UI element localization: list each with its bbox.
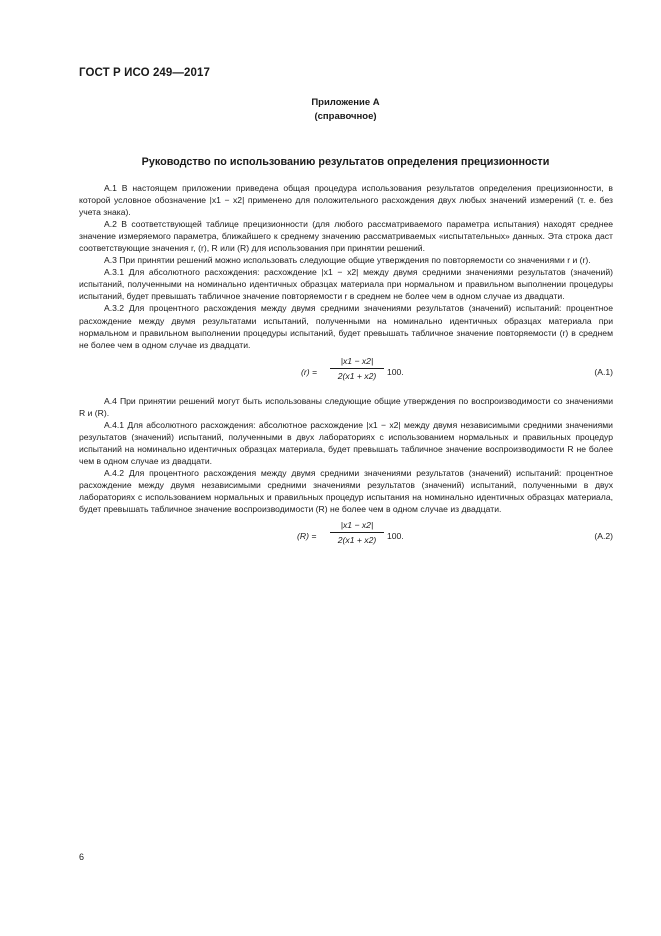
paragraph-a1: А.1 В настоящем приложении приведена общая процедура использования результатов определения прецизионности, в которой условное обозначение |x1 − x2| применено для положительного расхождения двух любых значений измерений (т. е. без учета знака). (79, 183, 613, 218)
paragraph-a3-2: А.3.2 Для процентного расхождения между двумя средними значениями результатов (значений) испытаний: процентное расхождение между двумя результатами испытаний, полученными на номинально идентичных образцах материала при нормальном и правильном выполнении процедуры испытаний, будет превышать табличное значение повторяемости (r) в среднем не более чем в одном случае из двадцати. (79, 303, 613, 350)
formula-a1-factor: 100. (387, 366, 404, 377)
formula-a2-fraction (330, 519, 384, 546)
paragraph-a3-1: А.3.1 Для абсолютного расхождения: расхождение |x1 − x2| между двумя средними значениями результатов (значений) испытаний, полученными на номинально идентичных образцах материала при нормальном и правильном выполнении процедуры испытаний, будет превышать табличное значение повторяемости r в среднем не более чем в одном случае из двадцати. (79, 267, 613, 302)
formula-a2-numerator: |x1 − x2| (330, 519, 384, 533)
paragraph-a2: А.2 В соответствующей таблице прецизионности (для любого рассматриваемого параметра испытания) находят среднее значение измеряемого параметра, ближайшего к среднему значению рассматриваемых «испытательных» данных. Эта строка даст соответствующие значения r, (r), R или (R) для использования при принятии решений. (79, 219, 613, 254)
paragraph-a4-2: А.4.2 Для процентного расхождения между двумя средними значениями результатов (значений) испытаний: процентное расхождение между двумя независимыми средними значениями результатов (значений) испытаний, полученными в двух лабораториях с использованием нормальных и правильных процедур испытания на номинально идентичных образцах материала, будет превышать табличное значение воспроизводимости (R) не более чем в одном случае из двадцати. (79, 467, 613, 515)
annex-body (79, 182, 613, 559)
formula-a1-lhs: (r) = (301, 366, 317, 377)
formula-a1-denominator: 2(x1 + x2) (337, 370, 377, 381)
formula-a2-lhs: (R) = (297, 531, 317, 542)
formula-a1-fraction (330, 355, 384, 382)
annex-heading (79, 96, 612, 124)
formula-a2-denominator: 2(x1 + x2) (337, 535, 377, 546)
formula-a1-numerator: |x1 − x2| (330, 355, 384, 369)
standard-designation: ГОСТ Р ИСО 249—2017 (79, 67, 211, 79)
annex-title: Руководство по использованию результатов определения прецизионности (141, 156, 550, 168)
formula-a2-factor: 100. (387, 531, 404, 542)
paragraph-a3: А.3 При принятии решений можно использовать следующие общие утверждения по повторяемости со значениями r и (r). (104, 255, 591, 266)
formula-a1 (79, 355, 613, 391)
paragraph-a4-1: А.4.1 Для абсолютного расхождения: абсолютное расхождение |x1 − x2| между двумя независимыми средними значениями результатов (значений) испытаний, полученными в двух лабораториях с использованием нормальных и правильных процедур испытаний на номинально идентичных образцах материала, будет превышать табличное значение воспроизводимости R не более чем в одном случае из двадцати. (79, 419, 613, 466)
paragraph-a4: А.4 При принятии решений могут быть использованы следующие общие утверждения по воспроизводимости со значениями R и (R). (79, 395, 613, 418)
formula-a2 (79, 519, 613, 555)
annex-type: (справочное) (314, 111, 377, 122)
formula-a2-number: (А.2) (594, 531, 613, 542)
page-number: 6 (79, 852, 85, 862)
formula-a1-number: (А.1) (594, 366, 613, 377)
annex-label: Приложение А (311, 97, 380, 108)
